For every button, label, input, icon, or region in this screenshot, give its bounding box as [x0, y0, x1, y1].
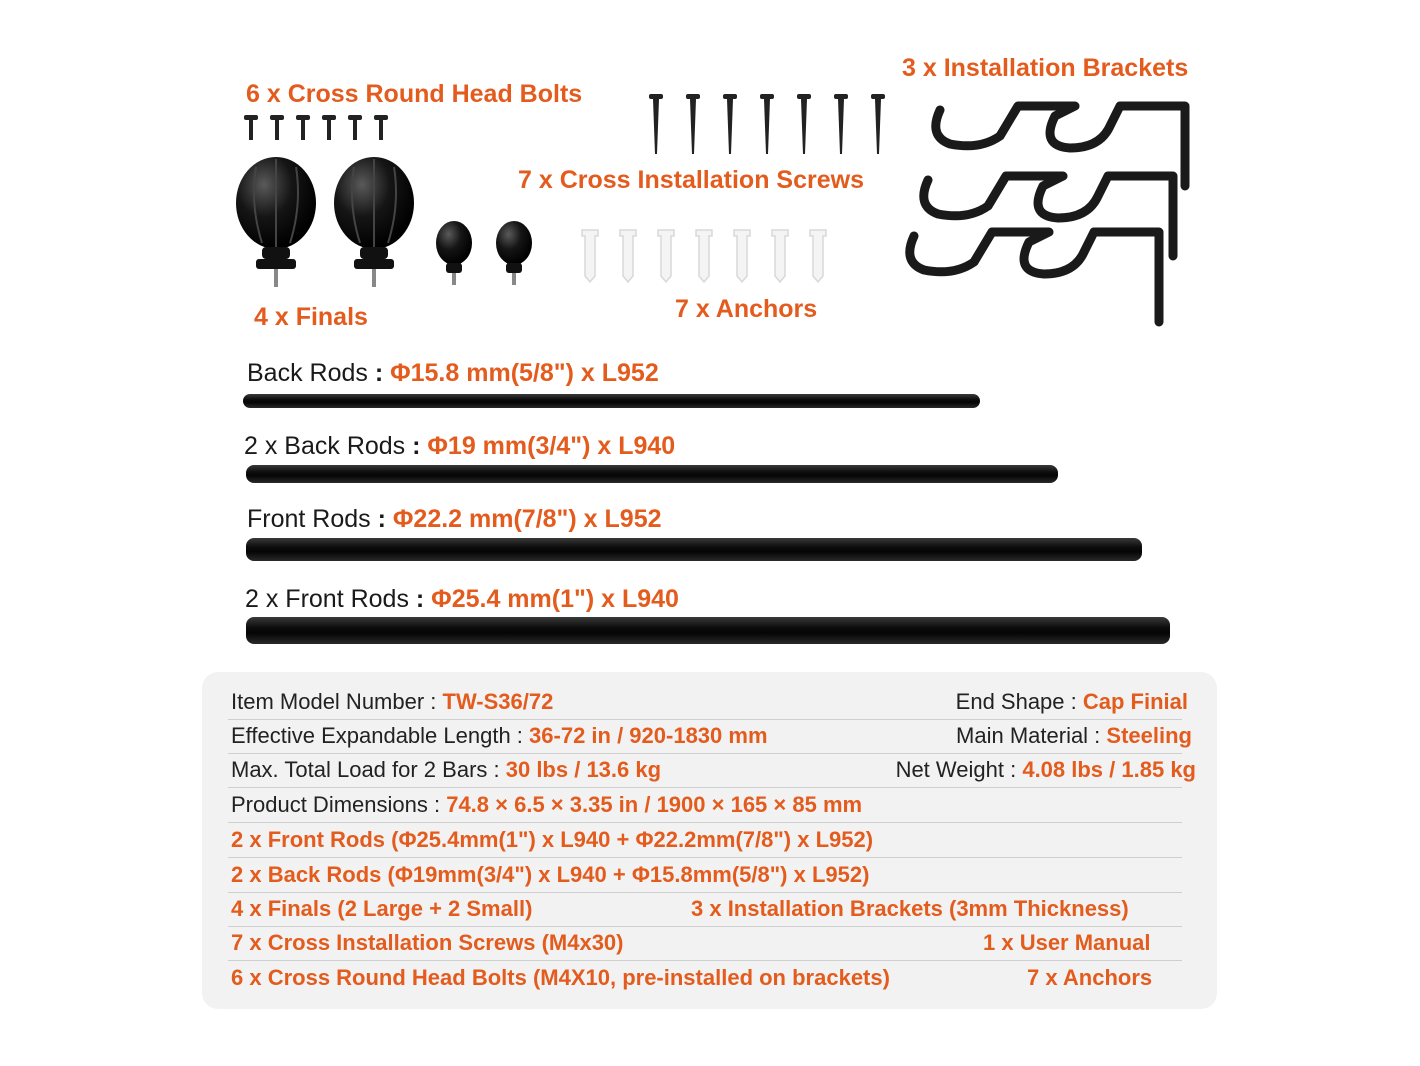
anchors-value: 7 x Anchors [1027, 965, 1153, 990]
weight-value: 4.08 lbs / 1.85 kg [1022, 757, 1196, 782]
spec-row-8 [228, 926, 1182, 961]
bolts-cell [231, 967, 890, 989]
back-rods-value: 2 x Back Rods (Φ19mm(3/4") x L940 + Φ15.8mm(5/8") x L952) [231, 862, 870, 887]
rod-4-name: 2 x Front Rods [245, 585, 409, 613]
end-shape-value: Cap Finial [1082, 689, 1188, 714]
finals-value: 4 x Finals (2 Large + 2 Small) [231, 896, 533, 921]
model-cell [231, 691, 553, 713]
bolts-value: 6 x Cross Round Head Bolts (M4X10, pre-installed on brackets) [231, 965, 890, 990]
rod-3-sep: : [370, 505, 393, 533]
model-value: TW-S36/72 [442, 689, 554, 714]
dimensions-label: Product Dimensions : [231, 792, 447, 817]
rod-2-name: 2 x Back Rods [244, 432, 406, 460]
spec-row-3 [228, 753, 1196, 788]
rod-3-spec: Φ22.2 mm(7/8") x L952 [392, 505, 662, 533]
rod-4-sep: : [408, 585, 432, 613]
rod-1-name: Back Rods [247, 359, 368, 387]
rod-3 [246, 538, 1142, 561]
length-label: Effective Expandable Length : [231, 723, 530, 748]
material-value: Steeling [1106, 723, 1192, 748]
manual-cell [983, 932, 1151, 954]
material-cell [956, 725, 1192, 747]
spec-row-2 [228, 719, 1192, 754]
anchors-illustration [578, 226, 838, 286]
spec-row-9 [228, 961, 1182, 995]
finals-label: 4 x Finals [254, 303, 368, 331]
finials-illustration [232, 155, 542, 295]
material-label: Main Material : [956, 723, 1107, 748]
weight-cell [896, 759, 1196, 781]
screws-illustration [645, 94, 895, 160]
length-cell [231, 725, 768, 747]
rod-1-spec: Φ15.8 mm(5/8") x L952 [390, 359, 659, 387]
rod-4 [246, 617, 1170, 644]
end-shape-label: End Shape : [955, 689, 1083, 714]
screws-label: 7 x Cross Installation Screws [518, 166, 864, 194]
rod-2 [246, 465, 1058, 483]
rod-1-label [247, 361, 659, 386]
bolts-label: 6 x Cross Round Head Bolts [246, 80, 583, 108]
anchors-label: 7 x Anchors [675, 295, 818, 323]
manual-value: 1 x User Manual [983, 930, 1151, 955]
rod-3-label [247, 507, 662, 532]
back-rods-cell [231, 864, 869, 886]
spec-row-6 [228, 858, 1182, 893]
screws-value: 7 x Cross Installation Screws (M4x30) [231, 930, 624, 955]
spec-row-4 [228, 788, 1182, 823]
rod-4-spec: Φ25.4 mm(1") x L940 [431, 585, 679, 613]
brackets-illustration [900, 96, 1200, 336]
dimensions-cell [231, 794, 862, 816]
spec-row-1 [228, 685, 1188, 720]
rod-2-label [244, 434, 675, 459]
load-value: 30 lbs / 13.6 kg [505, 757, 662, 782]
model-label: Item Model Number : [231, 689, 443, 714]
rod-2-spec: Φ19 mm(3/4") x L940 [427, 432, 676, 460]
anchors-cell [1027, 967, 1152, 989]
bolts-illustration [242, 114, 392, 142]
brackets-value: 3 x Installation Brackets (3mm Thickness) [691, 896, 1129, 921]
spec-row-5 [228, 823, 1182, 858]
brackets-label: 3 x Installation Brackets [902, 54, 1189, 82]
dimensions-value: 74.8 × 6.5 × 3.35 in / 1900 × 165 × 85 mm [446, 792, 863, 817]
length-value: 36-72 in / 920-1830 mm [529, 723, 768, 748]
rod-1-sep: : [367, 359, 391, 387]
front-rods-value: 2 x Front Rods (Φ25.4mm(1") x L940 + Φ22.2mm(7/8") x L952) [231, 827, 874, 852]
screws-cell [231, 932, 624, 954]
rod-1 [243, 394, 980, 408]
front-rods-cell [231, 829, 873, 851]
weight-label: Net Weight : [895, 757, 1023, 782]
rod-2-sep: : [405, 432, 428, 460]
brackets-cell [691, 898, 1129, 920]
end-shape-cell [956, 691, 1188, 713]
finals-cell [231, 898, 532, 920]
rod-4-label [245, 587, 679, 612]
rod-3-name: Front Rods [247, 505, 371, 533]
load-label: Max. Total Load for 2 Bars : [231, 757, 506, 782]
load-cell [231, 759, 661, 781]
spec-row-7 [228, 892, 1182, 927]
